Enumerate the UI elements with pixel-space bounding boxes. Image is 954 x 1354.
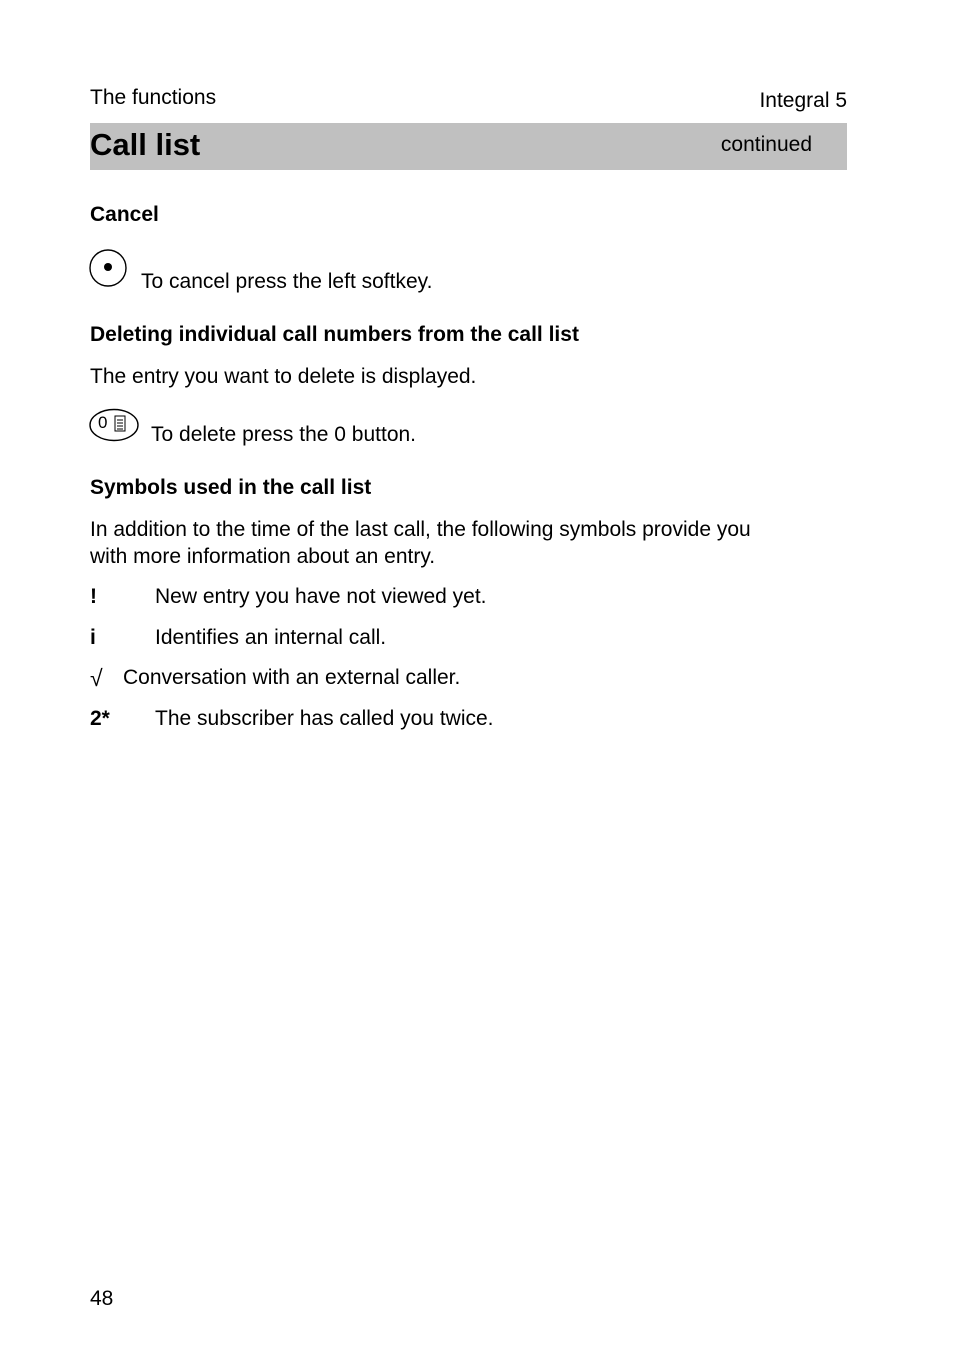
running-header-section: The functions: [90, 86, 217, 109]
page-number: 48: [90, 1287, 114, 1310]
symbol-called-twice-text: The subscriber has called you twice.: [155, 707, 494, 730]
symbols-heading: Symbols used in the call list: [90, 476, 372, 499]
cancel-instruction: To cancel press the left softkey.: [141, 270, 433, 293]
symbol-internal-call-text: Identifies an internal call.: [155, 626, 387, 649]
cancel-heading: Cancel: [90, 203, 159, 226]
symbols-intro-line-1: In addition to the time of the last call, the following symbols provide you: [90, 518, 751, 541]
symbol-called-twice: 2*: [90, 707, 110, 730]
symbol-new-entry-text: New entry you have not viewed yet.: [155, 585, 487, 608]
running-header-product: Integral 5: [759, 89, 847, 112]
symbol-new-entry: !: [90, 585, 97, 608]
continued-label: continued: [720, 133, 812, 156]
page-title: Call list: [90, 127, 201, 162]
deleting-instruction: To delete press the 0 button.: [151, 423, 417, 446]
checkmark-icon: √: [90, 665, 103, 691]
symbols-intro-line-2: with more information about an entry.: [90, 545, 436, 568]
symbol-external-call-text: Conversation with an external caller.: [123, 666, 461, 689]
softkey-button-icon: [89, 249, 127, 287]
deleting-intro: The entry you want to delete is displayed.: [90, 365, 477, 388]
symbol-internal-call: i: [90, 626, 96, 649]
zero-key-label: 0: [98, 413, 108, 432]
title-bar: [90, 123, 847, 170]
deleting-heading: Deleting individual call numbers from the call list: [90, 323, 579, 346]
zero-button-icon: [89, 408, 139, 442]
